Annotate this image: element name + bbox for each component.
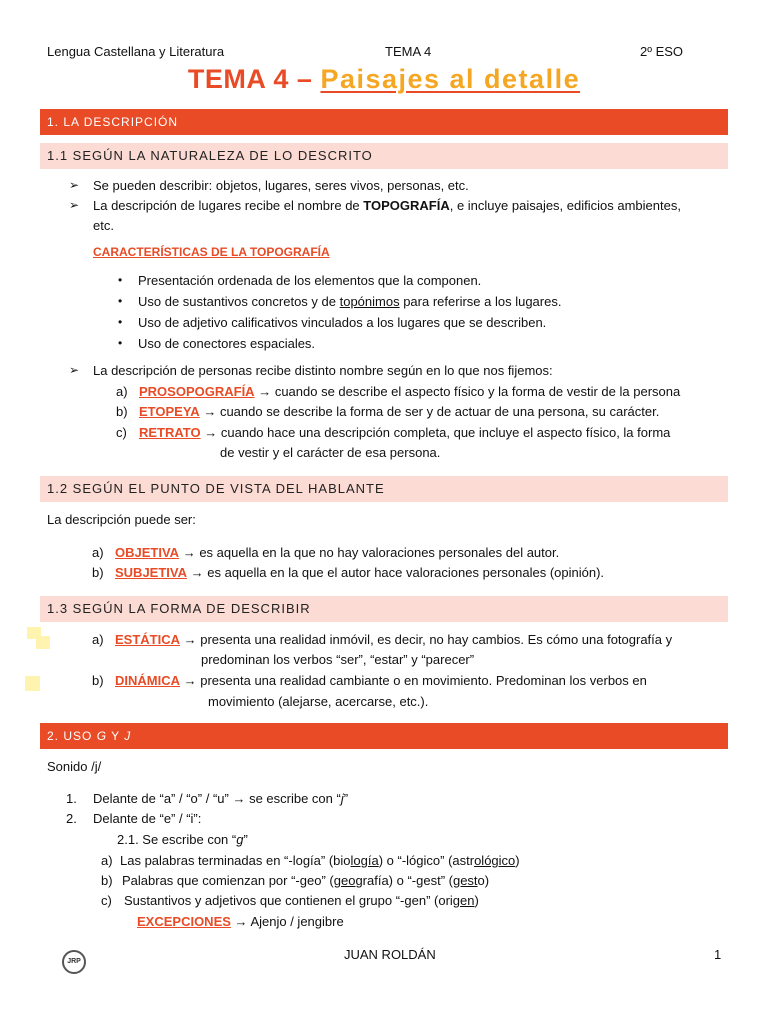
r21-pre: 2.1. Se escribe con “ bbox=[117, 832, 237, 847]
ra-mid: ) o “-lógico” (astr bbox=[378, 853, 475, 868]
list-item-cont: movimiento (alejarse, acercarse, etc.). bbox=[208, 694, 429, 709]
ra-ul1: logía bbox=[350, 853, 379, 868]
list-item: Delante de “e” / “i”: bbox=[93, 811, 202, 826]
list-item-cont: predominan los verbos “ser”, “estar” y “parecer” bbox=[201, 652, 475, 667]
right-arrow-icon: → bbox=[258, 384, 272, 399]
list-marker: a) bbox=[92, 632, 104, 647]
i2-pre: Uso de sustantivos concretos y de bbox=[138, 294, 340, 309]
list-marker: b) bbox=[92, 673, 104, 688]
rc-ul: gen bbox=[452, 893, 475, 908]
bullet-text-cont: etc. bbox=[93, 218, 114, 233]
bullet-text: La descripción de personas recibe distinto nombre según en lo que nos fijemos: bbox=[93, 363, 553, 378]
dinamica-term: DINÁMICA bbox=[115, 673, 180, 688]
dot-bullet-icon: • bbox=[118, 273, 123, 287]
sec2-heading-pre: 2. USO bbox=[47, 729, 97, 743]
toponimos-term: topónimos bbox=[339, 294, 400, 309]
rc-pre: Sustantivos y adjetivos que contienen el grupo “-gen” (ori bbox=[124, 893, 453, 908]
arrowhead-bullet-icon: ➢ bbox=[69, 178, 80, 192]
b-text: cuando se describe la forma de ser y de actuar de una persona, su carácter. bbox=[219, 404, 660, 419]
arrowhead-bullet-icon: ➢ bbox=[69, 363, 80, 377]
subjetiva-term: SUBJETIVA bbox=[115, 565, 187, 580]
b-text: presenta una realidad cambiante o en movimiento. Predominan los verbos en bbox=[200, 673, 647, 688]
rb-ul1: geo bbox=[333, 873, 356, 888]
right-arrow-icon: → bbox=[232, 791, 246, 806]
sec2-heading-g: G bbox=[96, 729, 108, 743]
list-item bbox=[138, 294, 561, 309]
excepciones-term: EXCEPCIONES bbox=[137, 914, 231, 929]
highlight-mark bbox=[36, 636, 50, 649]
list-item bbox=[120, 853, 520, 868]
rb-pre: Palabras que comienzan por “-geo” ( bbox=[122, 873, 334, 888]
header-grade: 2º ESO bbox=[640, 44, 684, 59]
r1-post: se escribe con “ bbox=[245, 791, 341, 806]
dot-bullet-icon: • bbox=[118, 336, 123, 350]
right-arrow-icon: → bbox=[190, 565, 204, 580]
r1-letter: j bbox=[340, 791, 344, 806]
list-marker: a) bbox=[116, 384, 128, 399]
list-item bbox=[93, 791, 348, 806]
list-item bbox=[115, 673, 647, 688]
list-item bbox=[124, 893, 479, 908]
title-part1: TEMA 4 – bbox=[187, 64, 321, 94]
subsection-heading-1-3: 1.3 SEGÚN LA FORMA DE DESCRIBIR bbox=[40, 596, 728, 622]
right-arrow-icon: → bbox=[182, 545, 196, 560]
a-text: es aquella en la que no hay valoraciones personales del autor. bbox=[199, 545, 560, 560]
ra-pre: Las palabras terminadas en “-logía” (bio bbox=[120, 853, 351, 868]
list-item: Presentación ordenada de los elementos que la componen. bbox=[138, 273, 482, 288]
ra-end: ) bbox=[515, 853, 520, 868]
exceptions-line bbox=[137, 914, 344, 929]
etopeya-term: ETOPEYA bbox=[139, 404, 200, 419]
sec2-heading-j: J bbox=[124, 729, 132, 743]
list-item: Uso de adjetivo calificativos vinculados a los lugares que se describen. bbox=[138, 315, 547, 330]
list-item bbox=[139, 425, 670, 440]
bullet2-post: , e incluye paisajes, edificios ambientes, bbox=[449, 198, 681, 213]
list-marker: c) bbox=[101, 893, 112, 908]
sound-label: Sonido /j/ bbox=[47, 759, 102, 774]
list-item bbox=[139, 384, 680, 399]
rb-ul2: gest bbox=[452, 873, 478, 888]
bullet2-pre: La descripción de lugares recibe el nombre de bbox=[93, 198, 364, 213]
list-marker: a) bbox=[101, 853, 113, 868]
sec2-heading-mid: Y bbox=[107, 729, 125, 743]
intro-text: La descripción puede ser: bbox=[47, 512, 196, 527]
r1-end: ” bbox=[343, 791, 349, 806]
right-arrow-icon: → bbox=[183, 673, 197, 688]
objetiva-term: OBJETIVA bbox=[115, 545, 180, 560]
a-text: cuando se describe el aspecto físico y la forma de vestir de la persona bbox=[274, 384, 681, 399]
list-marker: b) bbox=[92, 565, 104, 580]
list-item bbox=[115, 545, 559, 560]
topografia-term: TOPOGRAFÍA bbox=[363, 198, 450, 213]
footer-author: JUAN ROLDÁN bbox=[344, 947, 436, 962]
list-marker: b) bbox=[116, 404, 128, 419]
highlight-mark bbox=[25, 676, 40, 691]
list-marker: 1. bbox=[66, 791, 77, 806]
list-item bbox=[139, 404, 659, 419]
list-marker: b) bbox=[101, 873, 113, 888]
sub-rule bbox=[117, 832, 248, 847]
page-title bbox=[0, 64, 768, 95]
bullet-text bbox=[93, 198, 681, 213]
list-item bbox=[115, 565, 604, 580]
r21-letter: g bbox=[236, 832, 244, 847]
subsection-heading-1-2: 1.2 SEGÚN EL PUNTO DE VISTA DEL HABLANTE bbox=[40, 476, 728, 502]
topografia-heading: CARACTERÍSTICAS DE LA TOPOGRAFÍA bbox=[93, 245, 330, 259]
list-item bbox=[122, 873, 489, 888]
dot-bullet-icon: • bbox=[118, 294, 123, 308]
author-logo: JRP bbox=[62, 950, 86, 974]
retrato-term: RETRATO bbox=[139, 425, 201, 440]
subsection-heading-1-1: 1.1 SEGÚN LA NATURALEZA DE LO DESCRITO bbox=[40, 143, 728, 169]
list-item bbox=[115, 632, 672, 647]
dot-bullet-icon: • bbox=[118, 315, 123, 329]
header-topic: TEMA 4 bbox=[385, 44, 432, 59]
estatica-term: ESTÁTICA bbox=[115, 632, 180, 647]
section-heading-1: 1. LA DESCRIPCIÓN bbox=[40, 109, 728, 135]
right-arrow-icon: → bbox=[204, 425, 218, 440]
header-subject: Lengua Castellana y Literatura bbox=[47, 44, 225, 59]
list-item-cont: de vestir y el carácter de esa persona. bbox=[220, 445, 441, 460]
title-part2: Paisajes al detalle bbox=[320, 64, 581, 94]
rc-end: ) bbox=[474, 893, 479, 908]
page-number: 1 bbox=[714, 947, 722, 962]
r21-end: ” bbox=[243, 832, 248, 847]
r1-text: Delante de “a” / “o” / “u” bbox=[93, 791, 229, 806]
right-arrow-icon: → bbox=[183, 632, 197, 647]
list-marker: a) bbox=[92, 545, 104, 560]
c-text: cuando hace una descripción completa, que incluye el aspecto físico, la forma bbox=[220, 425, 671, 440]
list-item: Uso de conectores espaciales. bbox=[138, 336, 316, 351]
list-marker: c) bbox=[116, 425, 127, 440]
rb-mid1: grafía) o “-gest” ( bbox=[355, 873, 453, 888]
list-marker: 2. bbox=[66, 811, 77, 826]
rb-end: o) bbox=[477, 873, 490, 888]
bullet-text: Se pueden describir: objetos, lugares, seres vivos, personas, etc. bbox=[93, 178, 469, 193]
prosopografia-term: PROSOPOGRAFÍA bbox=[139, 384, 255, 399]
right-arrow-icon: → bbox=[234, 914, 248, 929]
arrowhead-bullet-icon: ➢ bbox=[69, 198, 80, 212]
section-heading-2 bbox=[40, 723, 728, 749]
ra-ul2: ológico bbox=[474, 853, 516, 868]
right-arrow-icon: → bbox=[203, 404, 217, 419]
a-text: presenta una realidad inmóvil, es decir, no hay cambios. Es cómo una fotografía y bbox=[200, 632, 673, 647]
exceptions-text: Ajenjo / jengibre bbox=[250, 914, 344, 929]
i2-post: para referirse a los lugares. bbox=[399, 294, 562, 309]
b-text: es aquella en la que el autor hace valoraciones personales (opinión). bbox=[207, 565, 605, 580]
